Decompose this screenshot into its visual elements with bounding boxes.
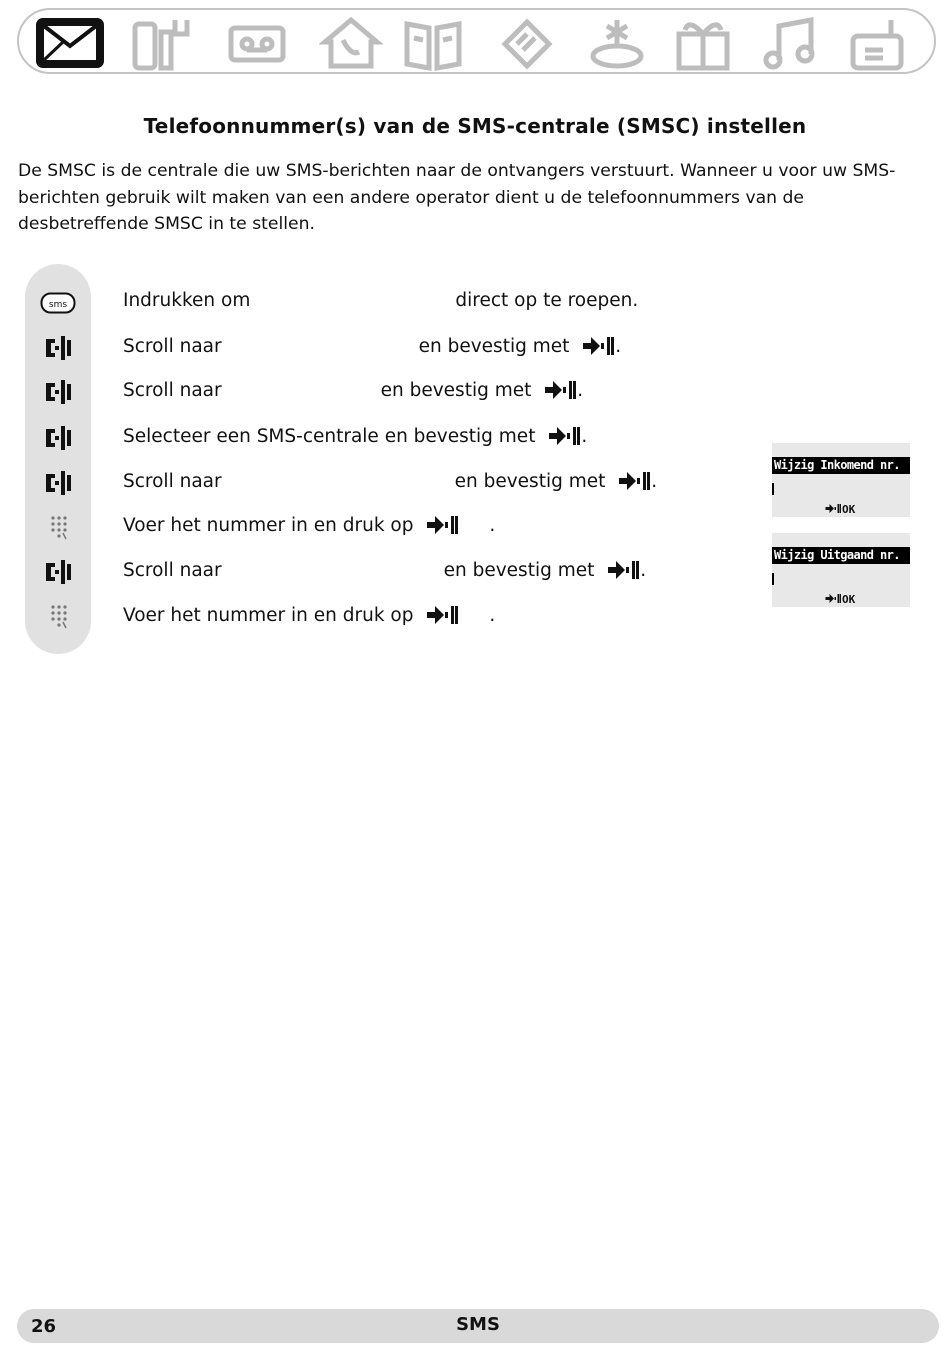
lcd-screen-incoming <box>772 443 910 517</box>
ok-arrow-key-icon <box>617 470 651 492</box>
base-station-icon <box>845 14 909 72</box>
lcd-title: Wijzig Inkomend nr. <box>772 457 910 474</box>
scroll-key-icon <box>43 469 75 497</box>
phone-settings-icon <box>129 14 193 72</box>
step-trail: . <box>577 380 584 401</box>
step-7-text <box>123 558 646 584</box>
ok-arrow-key-icon <box>425 604 459 626</box>
lcd-ok-softkey <box>824 503 855 516</box>
step-text-before: Selecteer een SMS-centrale en bevestig met <box>123 426 536 447</box>
step-4-text <box>123 424 587 450</box>
call-log-icon <box>495 14 559 72</box>
step-trail: . <box>489 605 496 626</box>
lcd-title: Wijzig Uitgaand nr. <box>772 547 910 564</box>
phonebook-icon <box>401 14 465 72</box>
step-3-text <box>123 378 583 404</box>
step-text-before: Scroll naar <box>123 336 222 357</box>
step-text-before: Voer het nummer in en druk op <box>123 515 414 536</box>
step-text-before: Scroll naar <box>123 380 222 401</box>
scroll-key-icon <box>43 378 75 406</box>
section-name: SMS <box>456 1314 500 1335</box>
home-phone-icon <box>319 14 383 72</box>
step-text-after: en bevestig met <box>443 560 595 581</box>
key-column <box>25 264 91 654</box>
step-text-before: Indrukken om <box>123 290 251 311</box>
ok-arrow-key-icon <box>543 379 577 401</box>
intro-paragraph: De SMSC is de centrale die uw SMS-berichten naar de ontvangers verstuurt. Wanneer u voor uw SMS-berichten gebruik wilt maken van een andere operator dient u de telefoonnummers van de desbetreffende SMSC in te stellen. <box>18 161 896 234</box>
ok-arrow-key-icon <box>581 335 615 357</box>
svg-text:sms: sms <box>48 300 68 310</box>
sms-key-icon <box>40 292 76 314</box>
text-cursor <box>772 483 774 495</box>
lcd-screen-outgoing <box>772 533 910 607</box>
step-text-after: en bevestig met <box>418 336 570 357</box>
step-trail: . <box>640 560 647 581</box>
icon-menu-bar <box>17 8 936 74</box>
lcd-ok-label: OK <box>842 593 856 606</box>
answering-machine-icon <box>225 14 289 72</box>
page-number: 26 <box>31 1316 57 1337</box>
step-text-after: en bevestig met <box>454 471 606 492</box>
step-6-text <box>123 513 495 539</box>
page-title: Telefoonnummer(s) van de SMS-centrale (SMSC) instellen <box>143 114 807 138</box>
keypad-icon <box>50 604 68 630</box>
step-text-after: en bevestig met <box>380 380 532 401</box>
step-5-text <box>123 469 657 495</box>
keypad-icon <box>50 515 68 541</box>
step-text-before: Scroll naar <box>123 560 222 581</box>
step-text-before: Scroll naar <box>123 471 222 492</box>
ok-arrow-key-icon <box>606 559 640 581</box>
melody-icon <box>759 14 823 72</box>
lcd-ok-label: OK <box>842 503 856 516</box>
scroll-key-icon <box>43 558 75 586</box>
ok-arrow-key-icon <box>824 593 842 604</box>
alarm-clock-icon <box>585 14 649 72</box>
step-trail: . <box>615 336 622 357</box>
step-1-text <box>123 288 638 314</box>
text-cursor <box>772 573 774 585</box>
scroll-key-icon <box>43 334 75 362</box>
page-footer <box>17 1309 939 1343</box>
ok-arrow-key-icon <box>824 503 842 514</box>
step-text-after: direct op te roepen. <box>455 290 639 311</box>
ok-arrow-key-icon <box>425 514 459 536</box>
lcd-ok-softkey <box>824 593 855 606</box>
scroll-key-icon <box>43 424 75 452</box>
sms-envelope-icon <box>33 14 109 72</box>
step-2-text <box>123 334 621 360</box>
step-text-before: Voer het nummer in en druk op <box>123 605 414 626</box>
step-8-text <box>123 603 495 629</box>
gift-icon <box>671 14 735 72</box>
ok-arrow-key-icon <box>547 425 581 447</box>
step-trail: . <box>651 471 658 492</box>
step-trail: . <box>581 426 588 447</box>
step-trail: . <box>489 515 496 536</box>
